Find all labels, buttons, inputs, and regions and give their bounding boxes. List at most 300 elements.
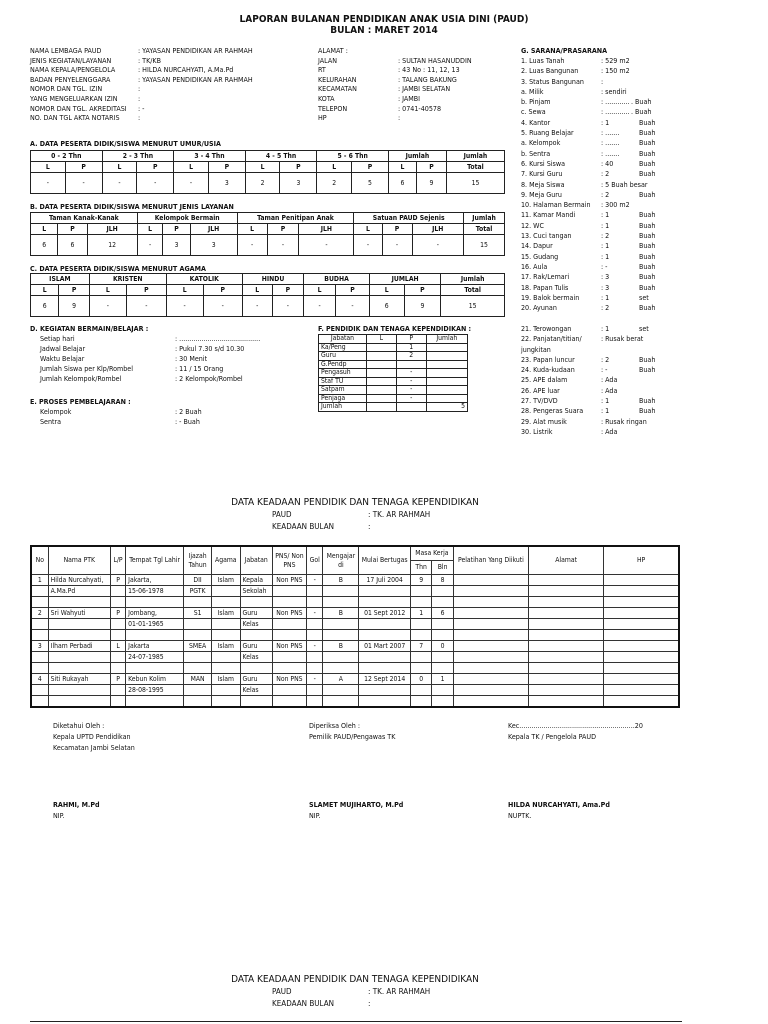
process-item-value: : 2 Buah: [175, 407, 202, 416]
religion-group-header: [31, 274, 505, 285]
facility-unit: Buah: [639, 220, 656, 230]
sig-left-name: RAHMI, M.Pd: [53, 800, 100, 809]
ptk-cell: 15-06-1978: [126, 586, 184, 597]
ptk-cell: 17 Juli 2004: [359, 575, 411, 586]
learning-process-list: [40, 407, 202, 427]
ptk-cell: -: [307, 641, 323, 652]
ptk-spacer-cell: [272, 597, 306, 608]
address-field-label: JALAN: [318, 55, 337, 65]
facilities-list-2: [521, 324, 655, 437]
facility-label: 13. Cuci tangan: [521, 231, 572, 241]
facility-value: : .......: [601, 148, 620, 158]
identity-field-label: BADAN PENYELENGGARA: [30, 74, 111, 84]
ptk-cell: [410, 685, 431, 696]
ptk-spacer-cell: [432, 630, 453, 641]
identity-field-label: NAMA KEPALA/PENGELOLA: [30, 65, 116, 75]
religion-sub-cell: P: [272, 285, 304, 296]
facility-label: 6. Kursi Siswa: [521, 158, 566, 168]
ptk-cell: [31, 619, 48, 630]
activity-item-row: [40, 344, 260, 354]
identity-field-label: JENIS KEGIATAN/LAYANAN: [30, 55, 112, 65]
service-value-cell: 6: [58, 235, 87, 256]
facility-item: [521, 334, 655, 344]
facility-item: [521, 365, 655, 375]
ptk-spacer-cell: [359, 597, 411, 608]
facility-label: 3. Status Bangunan: [521, 76, 584, 86]
ptk-cell: [184, 652, 212, 663]
facility-value: : 1: [601, 324, 610, 333]
service-value-cell: -: [267, 235, 299, 256]
address-field-value: : 0741-40578: [398, 103, 442, 113]
ptk-table: [30, 545, 680, 708]
facility-value: : 150 m2: [601, 66, 630, 76]
staff-row: [319, 352, 468, 361]
activity-item-label: Waktu Belajar: [40, 354, 85, 363]
service-value-cell: 3: [190, 235, 237, 256]
facility-label: 10. Halaman Bermain: [521, 200, 591, 210]
service-value-cell: -: [354, 235, 382, 256]
identity-field-value: : YAYASAN PENDIDIKAN AR RAHMAH: [138, 74, 253, 84]
age-value-cell: 3: [280, 173, 317, 194]
ptk-spacer-cell: [110, 663, 125, 674]
ptk-cell: Guru: [240, 608, 272, 619]
ptk-spacer-cell: [604, 630, 679, 641]
facility-value: : Rusak ringan: [601, 416, 647, 426]
facility-item: [521, 396, 655, 406]
facility-unit: Buah: [639, 251, 656, 261]
service-value-cell: 15: [464, 235, 505, 256]
ptk-cell: [529, 641, 604, 652]
identity-field-value: : -: [138, 103, 145, 113]
ptk-cell: [410, 652, 431, 663]
religion-value-cell: -: [203, 296, 242, 317]
facility-item: [521, 77, 655, 87]
religion-sub-cell: P: [336, 285, 370, 296]
ptk-cell: [529, 619, 604, 630]
facility-unit: Buah: [639, 169, 656, 179]
religion-value-cell: -: [304, 296, 336, 317]
service-sub-cell: JLH: [190, 224, 237, 235]
facility-unit: Buah: [639, 138, 656, 148]
religion-value-cell: -: [166, 296, 203, 317]
address-field-value: :: [398, 113, 401, 123]
ptk-cell: [453, 608, 528, 619]
ptk-header-cell: Jabatan: [240, 546, 272, 575]
sig-mid-id: NIP.: [309, 811, 321, 820]
facility-unit: Buah: [639, 365, 656, 375]
sig-mid-line1: Diperiksa Oleh :: [309, 721, 360, 730]
ptk-spacer-cell: [240, 663, 272, 674]
ptk-spacer-cell: [432, 663, 453, 674]
facility-item: [521, 221, 655, 231]
facility-label: 23. Papan luncur: [521, 354, 575, 364]
service-value-cell: -: [382, 235, 412, 256]
sig-mid-line2: Pemilik PAUD/Pengawas TK: [309, 732, 396, 741]
ptk-cell: SMEA: [184, 641, 212, 652]
ptk-spacer-cell: [604, 696, 679, 708]
footer-month-label: KEADAAN BULAN: [272, 999, 335, 1008]
process-item-label: Sentra: [40, 417, 62, 426]
ptk-cell: [529, 575, 604, 586]
ptk-spacer-cell: [240, 696, 272, 708]
ptk-cell: [110, 652, 125, 663]
service-group-cell: Kelompok Bermain: [137, 213, 237, 224]
address-field-row: [318, 65, 472, 75]
ptk-masa-cell: Bln: [432, 561, 453, 575]
staff-row: [319, 369, 468, 378]
ptk-cell: Kelas: [240, 652, 272, 663]
ptk-month-value: :: [368, 522, 371, 531]
ptk-cell: [110, 685, 125, 696]
service-sub-cell: L: [137, 224, 163, 235]
ptk-cell: [432, 685, 453, 696]
ptk-cell: B: [323, 575, 359, 586]
ptk-spacer-cell: [323, 630, 359, 641]
identity-field-row: [30, 113, 253, 123]
religion-sub-cell: L: [89, 285, 126, 296]
ptk-cell: 7: [410, 641, 431, 652]
sig-mid-name: SLAMET MUJIHARTO, M.Pd: [309, 800, 404, 809]
service-value-cell: -: [137, 235, 163, 256]
religion-value-cell: 15: [441, 296, 505, 317]
facility-item: [521, 417, 655, 427]
section-e-title: E. PROSES PEMBELAJARAN :: [30, 397, 131, 406]
facility-unit: Buah: [639, 354, 656, 364]
age-table: [30, 150, 505, 194]
age-group-cell: Jumlah: [446, 151, 504, 162]
ptk-masa-cell: Thn: [410, 561, 431, 575]
sig-left-line2: Kepala UPTD Pendidikan: [53, 732, 131, 741]
facility-label: 2. Luas Bangunan: [521, 66, 579, 76]
facility-item: [521, 345, 655, 355]
identity-field-label: NO. DAN TGL AKTA NOTARIS: [30, 113, 120, 123]
staff-header-cell: P: [396, 335, 426, 344]
ptk-cell: [307, 586, 323, 597]
ptk-cell: [453, 685, 528, 696]
facility-value: : Ada: [601, 375, 618, 385]
facility-label: 29. Alat musik: [521, 416, 567, 426]
ptk-paud-value: : TK. AR RAHMAH: [368, 510, 431, 519]
ptk-header-cell: Nama PTK: [48, 546, 110, 575]
ptk-cell: 28-08-1995: [126, 685, 184, 696]
ptk-spacer-cell: [212, 630, 240, 641]
religion-group-cell: ISLAM: [31, 274, 90, 285]
age-value-cell: -: [102, 173, 137, 194]
ptk-spacer-cell: [272, 663, 306, 674]
facility-label: a. Milik: [521, 86, 544, 96]
ptk-cell: 8: [432, 575, 453, 586]
ptk-cell: [359, 652, 411, 663]
ptk-spacer-cell: [184, 597, 212, 608]
ptk-header-cell: HP: [604, 546, 679, 575]
age-group-header: [31, 151, 505, 162]
facility-value: : .......: [601, 138, 620, 148]
ptk-cell: Kelas: [240, 619, 272, 630]
facility-item: [521, 386, 655, 396]
age-group-cell: 3 - 4 Thn: [174, 151, 246, 162]
service-sub-cell: P: [267, 224, 299, 235]
address-field-label: HP: [318, 113, 327, 123]
facility-item: [521, 375, 655, 385]
ptk-cell: [48, 652, 110, 663]
facility-label: b. Pinjam: [521, 97, 551, 107]
ptk-cell: [604, 608, 679, 619]
religion-group-cell: JUMLAH: [369, 274, 440, 285]
ptk-cell: [604, 674, 679, 685]
staff-cell: -: [396, 377, 426, 386]
address-field-value: : SULTAN HASANUDDIN: [398, 55, 472, 65]
ptk-spacer-cell: [212, 597, 240, 608]
facility-value: : 2: [601, 354, 610, 364]
service-value-row: [31, 235, 505, 256]
ptk-cell: Sekolah: [240, 586, 272, 597]
facility-label: 17. Rak/Lemari: [521, 272, 570, 282]
ptk-cell: [212, 619, 240, 630]
religion-sub-cell: L: [166, 285, 203, 296]
address-field-row: [318, 94, 472, 104]
facility-unit: Buah: [639, 261, 656, 271]
facility-value: : 5 Buah besar: [601, 179, 648, 189]
ptk-cell: 1: [31, 575, 48, 586]
service-table: [30, 212, 505, 256]
ptk-spacer-cell: [529, 696, 604, 708]
sig-right-name: HILDA NURCAHYATI, Ama.Pd: [508, 800, 610, 809]
religion-sub-cell: P: [127, 285, 167, 296]
ptk-cell: Islam: [212, 674, 240, 685]
age-group-cell: Jumlah: [388, 151, 446, 162]
facility-label: 24. Kuda-kudaan: [521, 365, 575, 375]
ptk-spacer-cell: [110, 597, 125, 608]
facility-unit: Buah: [639, 189, 656, 199]
ptk-cell: Kebun Kolim: [126, 674, 184, 685]
facility-unit: Buah: [639, 148, 656, 158]
footer-paud-value: : TK. AR RAHMAH: [368, 987, 431, 996]
religion-sub-cell: P: [404, 285, 441, 296]
ptk-spacer-cell: [126, 663, 184, 674]
ptk-row: [31, 586, 679, 597]
ptk-spacer-cell: [31, 696, 48, 708]
staff-cell: -: [396, 369, 426, 378]
activity-item-row: [40, 374, 260, 384]
identity-field-label: NOMOR DAN TGL. IZIN: [30, 84, 103, 94]
facility-item: [521, 324, 655, 334]
facility-label: 14. Dapur: [521, 241, 553, 251]
ptk-cell: Non PNS: [272, 608, 306, 619]
section-b-title: B. DATA PESERTA DIDIK/SISWA MENURUT JENIS LAYANAN: [30, 202, 234, 211]
facility-value: : 1: [601, 210, 610, 220]
address-field-value: : 43 No : 11, 12, 13: [398, 65, 460, 75]
ptk-cell: Islam: [212, 641, 240, 652]
facility-label: 4. Kantor: [521, 117, 551, 127]
identity-field-row: [30, 56, 253, 66]
ptk-cell: 12 Sept 2014: [359, 674, 411, 685]
age-sub-header: [31, 162, 505, 173]
staff-cell: Ka/Peng: [319, 343, 367, 352]
facility-unit: . Buah: [631, 107, 652, 117]
facility-value: : ............: [601, 97, 630, 107]
service-group-cell: Taman Kanak-Kanak: [31, 213, 138, 224]
signature-mid: [309, 720, 395, 742]
staff-cell: [426, 386, 467, 395]
ptk-spacer-cell: [529, 663, 604, 674]
process-item-label: Kelompok: [40, 407, 72, 416]
identity-field-row: [30, 65, 253, 75]
ptk-spacer-cell: [212, 696, 240, 708]
identity-field-row: [30, 46, 253, 56]
age-value-cell: 5: [352, 173, 389, 194]
ptk-header-cell: L/P: [110, 546, 125, 575]
religion-sub-header: [31, 285, 505, 296]
religion-group-cell: HINDU: [242, 274, 303, 285]
ptk-spacer-cell: [31, 597, 48, 608]
facility-item: [521, 427, 655, 437]
age-value-cell: 6: [388, 173, 416, 194]
ptk-spacer-cell: [453, 597, 528, 608]
service-sub-cell: P: [58, 224, 87, 235]
facility-label: 11. Kamar Mandi: [521, 210, 576, 220]
facility-value: : Ada: [601, 426, 618, 436]
ptk-cell: 9: [410, 575, 431, 586]
facility-item: [521, 180, 655, 190]
activity-item-label: Jadwal Belajar: [40, 344, 86, 353]
address-field-label: KELURAHAN: [318, 74, 357, 84]
facility-label: 7. Kursi Guru: [521, 169, 563, 179]
religion-value-cell: -: [336, 296, 370, 317]
ptk-spacer-cell: [432, 597, 453, 608]
service-sub-cell: P: [163, 224, 190, 235]
age-value-cell: -: [137, 173, 174, 194]
ptk-cell: [529, 674, 604, 685]
address-field-row: [318, 75, 472, 85]
activity-item-label: Jumlah Siswa per Klp/Rombel: [40, 364, 133, 373]
ptk-cell: Siti Rukayah: [48, 674, 110, 685]
sig-right-line2: Kepala TK / Pengelola PAUD: [508, 732, 596, 741]
age-sub-cell: L: [388, 162, 416, 173]
identity-field-value: : HILDA NURCAHYATI, A.Ma.Pd: [138, 65, 234, 75]
sig-left-line1: Diketahui Oleh :: [53, 721, 105, 730]
religion-value-cell: 9: [404, 296, 441, 317]
facility-item: [521, 97, 655, 107]
religion-sub-cell: L: [304, 285, 336, 296]
facility-unit: Buah: [639, 272, 656, 282]
section-a-title: A. DATA PESERTA DIDIK/SISWA MENURUT UMUR/USIA: [30, 139, 221, 148]
ptk-cell: Non PNS: [272, 641, 306, 652]
service-value-cell: 3: [163, 235, 190, 256]
identity-field-row: [30, 84, 253, 94]
facility-value: : 1: [601, 251, 610, 261]
facility-value: : -: [601, 365, 608, 375]
address-field-value: : TALANG BAKUNG: [398, 74, 457, 84]
staff-cell: 5: [426, 403, 467, 412]
service-sub-cell: JLH: [299, 224, 354, 235]
address-field-row: [318, 104, 472, 114]
religion-sub-cell: L: [31, 285, 59, 296]
ptk-cell: [432, 619, 453, 630]
ptk-cell: 6: [432, 608, 453, 619]
age-sub-cell: P: [280, 162, 317, 173]
ptk-cell: Islam: [212, 608, 240, 619]
service-value-cell: -: [299, 235, 354, 256]
facility-item: [521, 262, 655, 272]
facility-item: [521, 107, 655, 117]
age-sub-cell: L: [245, 162, 280, 173]
facility-label: 22. Panjatan/titian/: [521, 334, 582, 344]
service-value-cell: -: [237, 235, 267, 256]
section-g-title: G. SARANA/PRASARANA: [521, 46, 608, 55]
facility-item: [521, 272, 655, 282]
activity-item-value: : 30 Menit: [175, 354, 208, 363]
identity-field-label: YANG MENGELUARKAN IZIN: [30, 93, 118, 103]
age-value-row: [31, 173, 505, 194]
sig-right-line1: Kec.........................................................20: [508, 721, 643, 730]
ptk-cell: 1: [432, 674, 453, 685]
ptk-cell: [272, 685, 306, 696]
facility-label: 30. Listrik: [521, 426, 553, 436]
service-group-header: [31, 213, 505, 224]
identity-field-value: :: [138, 113, 141, 123]
address-field-value: : JAMBI SELATAN: [398, 84, 451, 94]
process-item-row: [40, 407, 202, 417]
ptk-cell: 0: [410, 674, 431, 685]
age-sub-cell: Total: [446, 162, 504, 173]
facility-item: [521, 303, 655, 313]
facility-item: [521, 66, 655, 76]
staff-row: [319, 386, 468, 395]
facility-item: [521, 118, 655, 128]
staff-header-cell: Jabatan: [319, 335, 367, 344]
ptk-cell: [184, 619, 212, 630]
ptk-cell: [307, 652, 323, 663]
staff-cell: [366, 377, 396, 386]
ptk-cell: [48, 685, 110, 696]
facility-value: : 1: [601, 396, 610, 406]
facility-item: [521, 293, 655, 303]
facility-label: a. Kelompok: [521, 138, 561, 148]
ptk-spacer-cell: [31, 663, 48, 674]
facility-unit: Buah: [639, 282, 656, 292]
signature-right: [508, 720, 643, 742]
ptk-cell: Hilda Nurcahyati,: [48, 575, 110, 586]
ptk-cell: [110, 619, 125, 630]
ptk-spacer-cell: [126, 696, 184, 708]
facility-value: : 300 m2: [601, 200, 630, 210]
activity-item-row: [40, 364, 260, 374]
ptk-cell: L: [110, 641, 125, 652]
ptk-cell: [529, 586, 604, 597]
ptk-cell: 2: [31, 608, 48, 619]
service-sub-header: [31, 224, 505, 235]
ptk-cell: [529, 685, 604, 696]
staff-cell: 1: [396, 343, 426, 352]
activity-item-row: [40, 354, 260, 364]
ptk-cell: 3: [31, 641, 48, 652]
ptk-spacer-cell: [410, 630, 431, 641]
age-sub-cell: P: [352, 162, 389, 173]
staff-cell: 2: [396, 352, 426, 361]
ptk-cell: 0: [432, 641, 453, 652]
address-field-row: [318, 113, 472, 123]
activity-item-value: : Pukul 7.30 s/d 10.30: [175, 344, 245, 353]
section-c-title: C. DATA PESERTA DIDIK/SISWA MENURUT AGAMA: [30, 264, 206, 273]
staff-cell: [426, 369, 467, 378]
staff-header: [319, 335, 468, 344]
service-value-cell: 12: [87, 235, 137, 256]
ptk-spacer-cell: [432, 696, 453, 708]
process-item-value: : - Buah: [175, 417, 200, 426]
address-field-label: KECAMATAN: [318, 84, 357, 94]
ptk-cell: [212, 586, 240, 597]
ptk-spacer-cell: [184, 630, 212, 641]
